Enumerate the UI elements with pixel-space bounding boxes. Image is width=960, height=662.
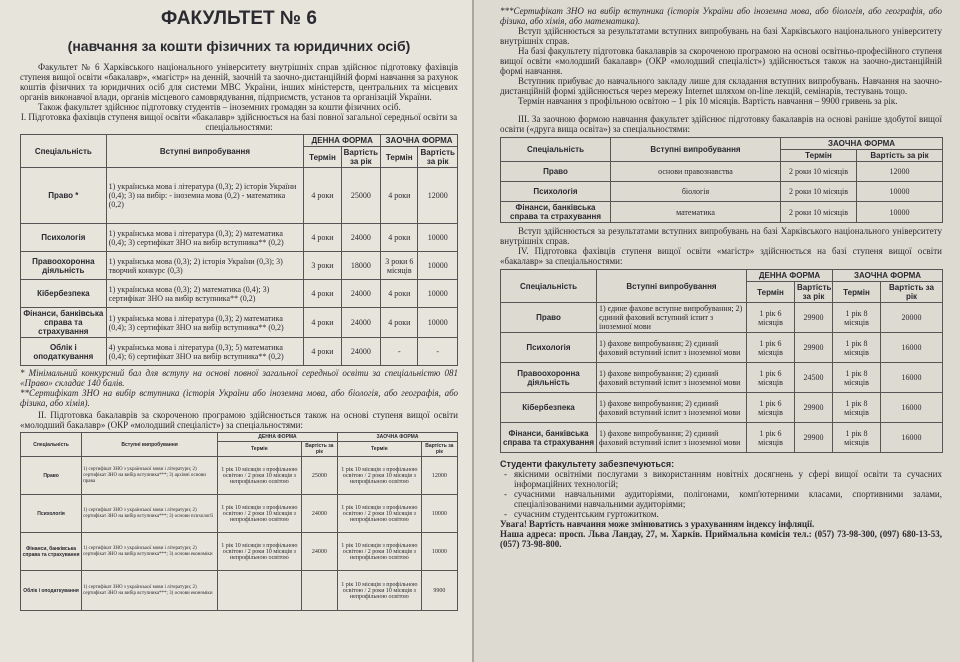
cost-cell: 10000: [418, 224, 458, 252]
specialty-cell: Право: [21, 457, 82, 495]
cost-cell: 16000: [881, 363, 943, 393]
section-3-heading: ІІІ. За заочною формою навчання факультет здійснює підготовку бакалаврів на основі раніше здобутої вищої освіти («друга вища освіта») за спеціальностями:: [500, 114, 942, 134]
col-specialty: Спеціальність: [21, 433, 82, 457]
col-day-form: ДЕННА ФОРМА: [304, 135, 381, 147]
cost-cell: 10000: [418, 280, 458, 308]
table-row: [21, 338, 458, 366]
term-cell: 4 роки: [381, 168, 418, 224]
admission-paragraph: Вступ здійснюється за результатами вступних випробувань на базі Харківського національного університету внутрішніх справ.: [500, 26, 942, 46]
specialty-cell: Облік і оподаткування: [21, 338, 107, 366]
term-cell: 2 роки 10 місяців: [781, 182, 857, 202]
col-extramural-form: ЗАОЧНА ФОРМА: [781, 138, 943, 150]
col-extramural-form: ЗАОЧНА ФОРМА: [337, 433, 457, 442]
col-cost: Вартість за рік: [795, 282, 833, 303]
table-row: [501, 393, 943, 423]
cost-cell: 10000: [857, 202, 943, 223]
cost-cell: 29900: [795, 423, 833, 453]
specialty-cell: Фінанси, банківська справа та страхування: [21, 308, 107, 338]
exams-cell: 1) українська мова і література (0,3); 2) математика (0,4); 3) сертифікат ЗНО на вибір вступника** (0,2): [106, 308, 304, 338]
exams-cell: 1) українська мова і література (0,3); 2) математика (0,4); 3) сертифікат ЗНО на вибір вступника** (0,2): [106, 224, 304, 252]
section-2-heading: ІІ. Підготовка бакалаврів за скороченою програмою здійснюється також на основі ступеня вищої освіти «молодший бакалавр» (ОКР «молодший спеціаліст») за спеціальностями:: [20, 410, 458, 430]
table-row: [501, 162, 943, 182]
col-cost: Вартість за рік: [341, 147, 381, 168]
intro-paragraph: Факультет № 6 Харківського національного університету внутрішніх справ здійснює підготовку фахівців ступеня вищої освіти «бакалавр», «магістр» на денній, заочній та заочно-дистанційній формі навчання за рахунок коштів фізичних та юридичних осіб для системи МВС України, інших міністерств, центральних та місцевих органів виконавчої влади, органів місцевого самоврядування, підприємств, установ та організацій України.: [20, 62, 458, 102]
col-exams: Вступні випробування: [611, 138, 781, 162]
col-term: Термін: [781, 150, 857, 162]
term-cell: 2 роки 10 місяців: [781, 202, 857, 223]
inflation-warning: Увага! Вартість навчання може змінюватись з урахуванням індексу інфляції.: [500, 519, 815, 529]
cost-cell: 29900: [795, 303, 833, 333]
cost-cell: 10000: [418, 308, 458, 338]
col-cost: Вартість за рік: [881, 282, 943, 303]
table-row: [21, 168, 458, 224]
contact-address: Наша адреса: просп. Льва Ландау, 27, м. Харків. Приймальна комісія тел.: (057) 73-98-300, (097) 680-13-53, (057) 73-98-800.: [500, 529, 942, 549]
exams-cell: 1) єдине фахове вступне випробування; 2) єдиний фаховий вступний іспит з іноземної мови: [597, 303, 747, 333]
cost-cell: 24000: [341, 224, 381, 252]
table-row: [501, 333, 943, 363]
cost-cell: 29900: [795, 333, 833, 363]
term-cell: 1 рік 6 місяців: [747, 423, 795, 453]
term-cell: -: [381, 338, 418, 366]
short-program-table: [20, 432, 458, 611]
table-row: [21, 571, 458, 611]
exams-cell: 1) сертифікат ЗНО з української мови і літератури; 2) сертифікат ЗНО на вибір вступника***; 3) архівні основи права: [82, 457, 218, 495]
col-day-form: ДЕННА ФОРМА: [217, 433, 337, 442]
specialty-cell: Фінанси, банківська справа та страхування: [21, 533, 82, 571]
table-row: [21, 280, 458, 308]
term-cell: 2 роки 10 місяців: [781, 162, 857, 182]
col-specialty: Спеціальність: [501, 138, 611, 162]
term-cell: 4 роки: [381, 308, 418, 338]
specialty-cell: Право *: [21, 168, 107, 224]
section-1-heading: І. Підготовка фахівців ступеня вищої освіти «бакалавр» здійснюється на базі повної загальної середньої освіти за спеціальностями:: [20, 112, 458, 132]
bachelor-table: [20, 134, 458, 366]
cost-cell: 24500: [795, 363, 833, 393]
specialty-cell: Фінанси, банківська справа та страхування: [501, 202, 611, 223]
specialty-cell: Облік і оподаткування: [21, 571, 82, 611]
term-cell: 1 рік 6 місяців: [747, 363, 795, 393]
footnote-zno-choice-2: ***Сертифікат ЗНО на вибір вступника (історія України або іноземна мова, або біологія, або географія, або фізика, або хімія, або математика).: [500, 6, 942, 26]
exams-cell: 1) фахове випробування; 2) єдиний фаховий вступний іспит з іноземної мови: [597, 333, 747, 363]
col-cost: Вартість за рік: [421, 442, 457, 457]
intro-foreign-paragraph: Також факультет здійснює підготовку студентів – іноземних громадян за кошти фізичних осіб.: [38, 102, 401, 112]
cost-cell: 18000: [341, 252, 381, 280]
cost-cell: 24000: [341, 280, 381, 308]
col-term: Термін: [833, 282, 881, 303]
term-cell: 4 роки: [304, 168, 341, 224]
exams-cell: 1) українська мова і література (0,3); 2) історія України (0,4); 3) на вибір: - іноземна мова (0,2) - математика (0,2): [106, 168, 304, 224]
col-extramural-form: ЗАОЧНА ФОРМА: [381, 135, 458, 147]
exams-cell: 1) фахове випробування; 2) єдиний фаховий вступний іспит з іноземної мови: [597, 423, 747, 453]
col-term: Термін: [747, 282, 795, 303]
term-cell: 1 рік 6 місяців: [747, 303, 795, 333]
distance-paragraph: На базі факультету підготовка бакалаврів за скороченою програмою на основі освітньо-професійного ступеня вищої освіти «молодший бакалавр» (ОКР «молодший спеціаліст») здійснюється також на заочно-дистанційній формі навчання.: [500, 46, 942, 76]
term-cell: 1 рік 10 місяців з профільною освітою / 2 роки 10 місяців з непрофільною освітою: [337, 457, 421, 495]
table-row: [501, 202, 943, 223]
specialty-cell: Психологія: [501, 182, 611, 202]
col-exams: Вступні випробування: [106, 135, 304, 168]
specialty-cell: Кібербезпека: [21, 280, 107, 308]
exams-cell: 1) сертифікат ЗНО з української мови і літератури; 2) сертифікат ЗНО на вибір вступника***; 3) основи економіки: [82, 571, 218, 611]
distance-cost-paragraph: Термін навчання з профільною освітою – 1 рік 10 місяців. Вартість навчання – 9900 гривень за рік.: [518, 96, 898, 106]
table-row: [21, 533, 458, 571]
col-term: Термін: [381, 147, 418, 168]
cost-cell: 20000: [881, 303, 943, 333]
right-page: [474, 0, 960, 662]
cost-cell: 10000: [857, 182, 943, 202]
benefits-heading: Студенти факультету забезпечуються:: [500, 459, 675, 469]
col-specialty: Спеціальність: [21, 135, 107, 168]
table-row: [501, 363, 943, 393]
table-row: [501, 423, 943, 453]
term-cell: 1 рік 8 місяців: [833, 363, 881, 393]
col-term: Термін: [217, 442, 301, 457]
col-extramural-form: ЗАОЧНА ФОРМА: [833, 270, 943, 282]
col-day-form: ДЕННА ФОРМА: [747, 270, 833, 282]
second-degree-table: [500, 137, 943, 223]
term-cell: 1 рік 10 місяців з профільною освітою / 2 роки 10 місяців з непрофільною освітою: [217, 457, 301, 495]
specialty-cell: Правоохоронна діяльність: [501, 363, 597, 393]
col-term: Термін: [304, 147, 341, 168]
term-cell: 4 роки: [304, 280, 341, 308]
specialty-cell: Право: [501, 162, 611, 182]
term-cell: 1 рік 10 місяців з профільною освітою / 2 роки 10 місяців з непрофільною освітою: [337, 533, 421, 571]
col-cost: Вартість за рік: [857, 150, 943, 162]
admission-paragraph-2: Вступ здійснюється за результатами вступних випробувань на базі Харківського національного університету внутрішніх справ.: [500, 226, 942, 246]
table-row: [501, 182, 943, 202]
master-table: [500, 269, 943, 453]
col-exams: Вступні випробування: [82, 433, 218, 457]
exams-cell: основи правознавства: [611, 162, 781, 182]
cost-cell: 12000: [857, 162, 943, 182]
cost-cell: 16000: [881, 333, 943, 363]
cost-cell: 24000: [341, 338, 381, 366]
cost-cell: 29900: [795, 393, 833, 423]
specialty-cell: Правоохоронна діяльність: [21, 252, 107, 280]
list-item: - сучасним студентським гуртожитком.: [500, 509, 942, 519]
term-cell: 1 рік 6 місяців: [747, 333, 795, 363]
cost-cell: [301, 571, 337, 611]
exams-cell: біологія: [611, 182, 781, 202]
exams-cell: 1) сертифікат ЗНО з української мови і літератури; 2) сертифікат ЗНО на вибір вступника***; 3) основи психології: [82, 495, 218, 533]
table-row: [21, 252, 458, 280]
cost-cell: 10000: [421, 533, 457, 571]
col-term: Термін: [337, 442, 421, 457]
term-cell: 4 роки: [304, 308, 341, 338]
cost-cell: 10000: [418, 252, 458, 280]
table-row: [21, 224, 458, 252]
term-cell: 3 роки 6 місяців: [381, 252, 418, 280]
term-cell: 4 роки: [304, 338, 341, 366]
term-cell: 1 рік 8 місяців: [833, 423, 881, 453]
term-cell: 1 рік 10 місяців з профільною освітою / 2 роки 10 місяців з непрофільною освітою: [337, 495, 421, 533]
col-specialty: Спеціальність: [501, 270, 597, 303]
specialty-cell: Психологія: [21, 495, 82, 533]
faculty-subtitle: (навчання за кошти фізичних та юридичних осіб): [67, 38, 411, 54]
term-cell: 1 рік 10 місяців з профільною освітою / 2 роки 10 місяців з непрофільною освітою: [217, 495, 301, 533]
term-cell: 1 рік 8 місяців: [833, 303, 881, 333]
table-row: [21, 495, 458, 533]
col-exams: Вступні випробування: [597, 270, 747, 303]
list-item: - якісними освітніми послугами з використанням новітніх досягнень у сфері вищої освіти та сучасних інформаційних технологій;: [500, 469, 942, 489]
exams-cell: 4) українська мова і література (0,3); 5) математика (0,4); 6) сертифікат ЗНО на вибір вступника** (0,2): [106, 338, 304, 366]
exams-cell: 1) сертифікат ЗНО з української мови і літератури; 2) сертифікат ЗНО на вибір вступника***; 3) основи економіки: [82, 533, 218, 571]
cost-cell: 25000: [301, 457, 337, 495]
cost-cell: 24000: [301, 495, 337, 533]
exams-cell: 1) фахове випробування; 2) єдиний фаховий вступний іспит з іноземної мови: [597, 363, 747, 393]
cost-cell: 12000: [418, 168, 458, 224]
footnote-min-score: * Мінімальний конкурсний бал для вступу на основі повної загальної середньої освіти за спеціальністю 081 «Право» складає 140 балів.: [20, 368, 458, 388]
cost-cell: 12000: [421, 457, 457, 495]
term-cell: 3 роки: [304, 252, 341, 280]
distance-details-paragraph: Вступник прибуває до навчального закладу лише для складання вступних випробувань. Навчання на заочно-дистанційній формі здійснюється через мережу Internet шляхом on-line лекцій, семінарів, тестувань тощо.: [500, 76, 942, 96]
exams-cell: математика: [611, 202, 781, 223]
term-cell: [217, 571, 301, 611]
list-item: - сучасними навчальними аудиторіями, полігонами, комп'ютерними класами, спортивними залами, спеціалізованими навчальними аудиторіями;: [500, 489, 942, 509]
cost-cell: 24000: [301, 533, 337, 571]
faculty-title: ФАКУЛЬТЕТ № 6: [161, 8, 317, 29]
table-row: [21, 308, 458, 338]
specialty-cell: Психологія: [501, 333, 597, 363]
footnote-zno-choice: **Сертифікат ЗНО на вибір вступника (історія України або іноземна мова, або біологія, або географія, або фізика, або хімія).: [20, 388, 458, 408]
specialty-cell: Фінанси, банківська справа та страхування: [501, 423, 597, 453]
table-row: [21, 457, 458, 495]
term-cell: 4 роки: [381, 280, 418, 308]
cost-cell: 16000: [881, 423, 943, 453]
specialty-cell: Кібербезпека: [501, 393, 597, 423]
cost-cell: 16000: [881, 393, 943, 423]
col-cost: Вартість за рік: [418, 147, 458, 168]
cost-cell: 25000: [341, 168, 381, 224]
cost-cell: 10000: [421, 495, 457, 533]
benefits-list: [500, 469, 942, 519]
term-cell: 1 рік 10 місяців з профільною освітою / 2 роки 10 місяців з непрофільною освітою: [337, 571, 421, 611]
exams-cell: 1) українська мова (0,3); 2) історія України (0,3); 3) творчий конкурс (0,3): [106, 252, 304, 280]
col-cost: Вартість за рік: [301, 442, 337, 457]
specialty-cell: Право: [501, 303, 597, 333]
exams-cell: 1) фахове випробування; 2) єдиний фаховий вступний іспит з іноземної мови: [597, 393, 747, 423]
cost-cell: 9900: [421, 571, 457, 611]
term-cell: 1 рік 6 місяців: [747, 393, 795, 423]
section-4-heading: IV. Підготовка фахівців ступеня вищої освіти «магістр» здійснюється на базі ступеня вищої освіти «бакалавр» за спеціальностями:: [500, 246, 942, 266]
exams-cell: 1) українська мова (0,3); 2) математика (0,4); 3) сертифікат ЗНО на вибір вступника** (0,2): [106, 280, 304, 308]
cost-cell: -: [418, 338, 458, 366]
specialty-cell: Психологія: [21, 224, 107, 252]
term-cell: 1 рік 8 місяців: [833, 393, 881, 423]
term-cell: 1 рік 10 місяців з профільною освітою / 2 роки 10 місяців з непрофільною освітою: [217, 533, 301, 571]
term-cell: 4 роки: [304, 224, 341, 252]
left-page: [0, 0, 474, 662]
cost-cell: 24000: [341, 308, 381, 338]
term-cell: 1 рік 8 місяців: [833, 333, 881, 363]
term-cell: 4 роки: [381, 224, 418, 252]
table-row: [501, 303, 943, 333]
